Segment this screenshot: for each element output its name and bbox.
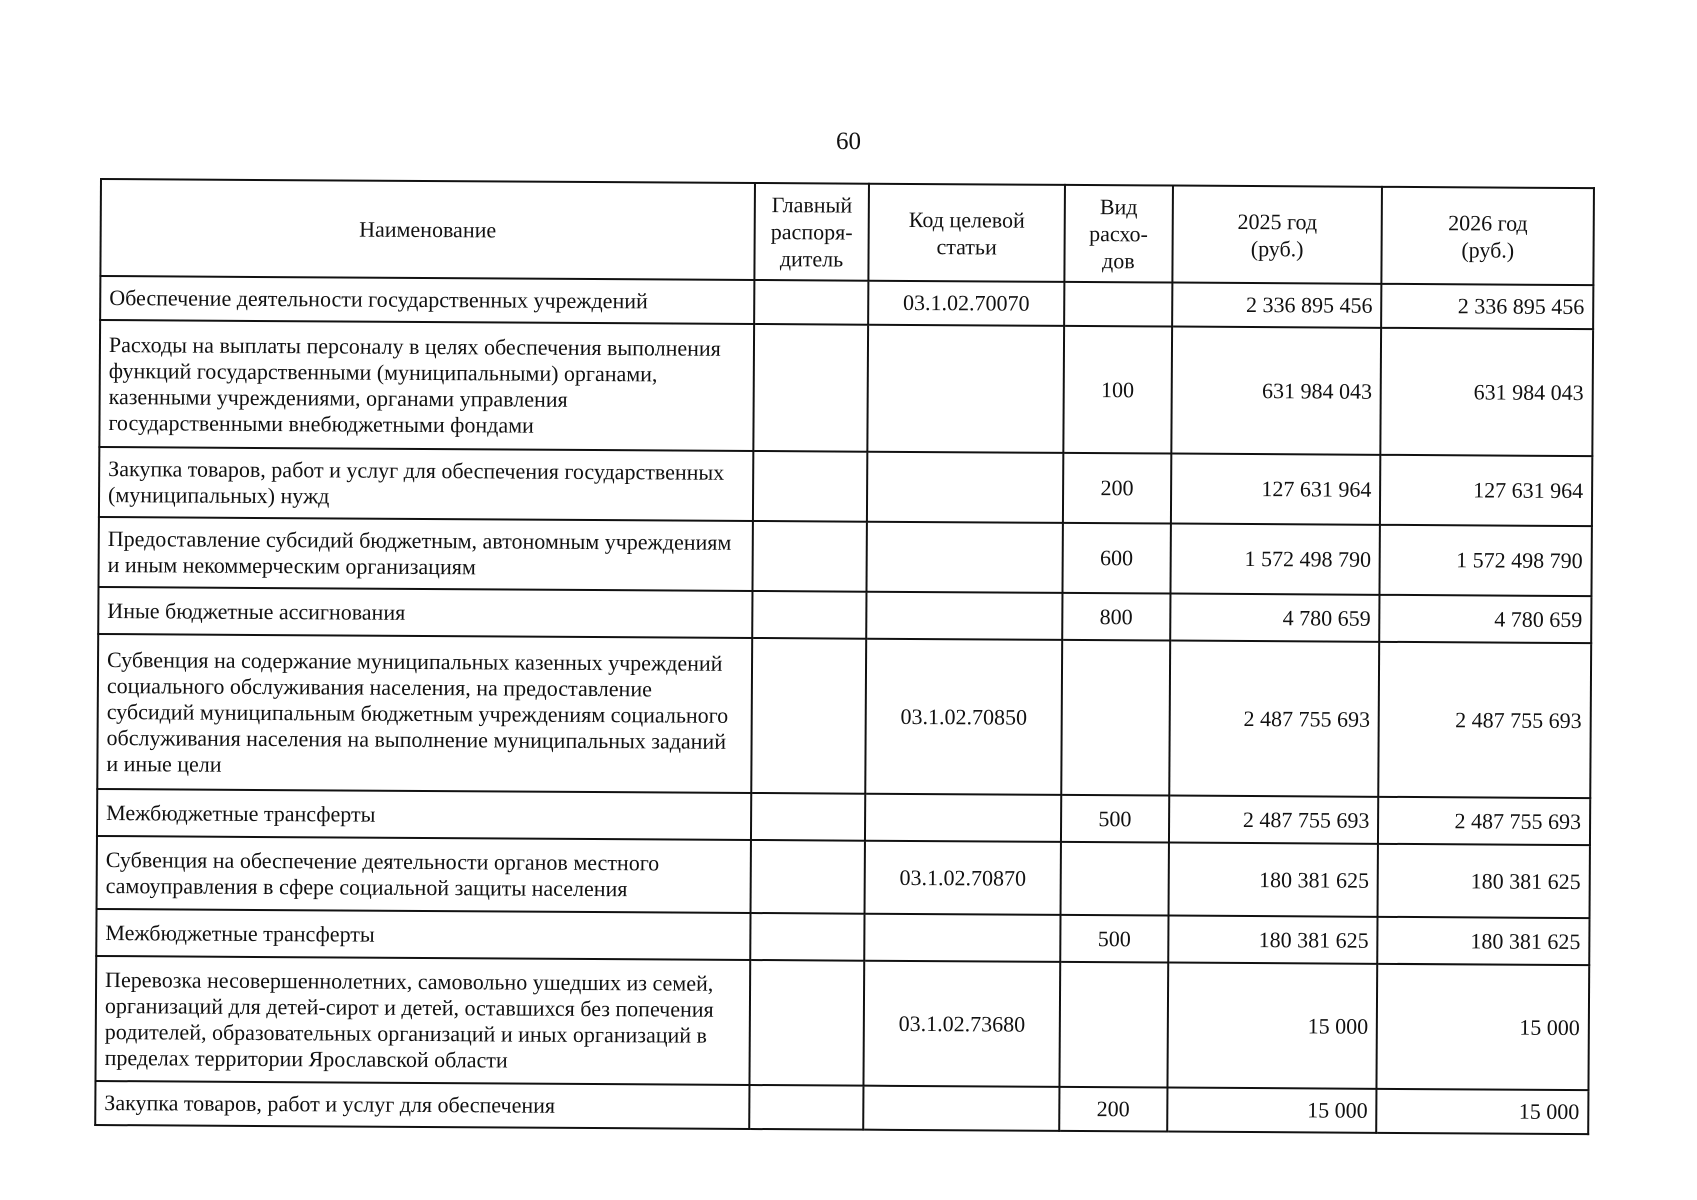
- row-value-2025: 2 487 755 693: [1169, 641, 1379, 797]
- header-code-line: статьи: [936, 233, 997, 259]
- row-manager: [750, 840, 865, 914]
- table-row: [97, 836, 1590, 918]
- row-value-2026: 15 000: [1377, 964, 1589, 1090]
- row-kind: 800: [1062, 593, 1170, 641]
- header-code-line: Код целевой: [908, 206, 1025, 233]
- table-header-row: [100, 179, 1594, 285]
- row-value-2026: 180 381 625: [1378, 844, 1590, 918]
- budget-table: [94, 178, 1595, 1135]
- table-row: [99, 447, 1592, 526]
- row-name: Обеспечение деятельности государственных учреждений: [100, 276, 754, 324]
- row-value-2025: 180 381 625: [1168, 916, 1378, 964]
- row-value-2026: 4 780 659: [1380, 595, 1592, 643]
- row-code: [868, 325, 1065, 453]
- row-value-2025: 15 000: [1167, 1088, 1377, 1133]
- row-kind: [1061, 640, 1170, 796]
- table-row: [95, 1081, 1588, 1134]
- row-manager: [753, 451, 868, 522]
- row-value-2026: 127 631 964: [1380, 455, 1592, 526]
- header-manager-line: Главный: [771, 192, 853, 218]
- row-kind: 100: [1063, 326, 1172, 454]
- header-2026-line: (руб.): [1461, 236, 1515, 263]
- row-value-2025: 1 572 498 790: [1170, 524, 1380, 595]
- row-manager: [751, 638, 866, 794]
- row-code: 03.1.02.73680: [864, 961, 1061, 1087]
- row-manager: [753, 324, 868, 452]
- row-code: 03.1.02.70070: [868, 281, 1064, 326]
- row-code: 03.1.02.70850: [865, 639, 1062, 795]
- page-number: 60: [836, 128, 861, 155]
- header-manager: [754, 183, 869, 281]
- header-2026-line: 2026 год: [1448, 209, 1528, 236]
- row-manager: [754, 280, 869, 325]
- row-value-2026: 1 572 498 790: [1380, 525, 1592, 596]
- header-name: Наименование: [100, 179, 754, 280]
- row-code: [867, 522, 1063, 593]
- table-row: [99, 517, 1592, 596]
- row-name: Закупка товаров, работ и услуг для обеспечения: [95, 1081, 749, 1129]
- row-name: Субвенция на обеспечение деятельности органов местного самоуправления в сфере социальной защиты населения: [97, 836, 751, 913]
- row-value-2026: 180 381 625: [1378, 917, 1590, 965]
- row-kind: 200: [1059, 1087, 1167, 1132]
- row-value-2025: 127 631 964: [1171, 454, 1381, 525]
- row-value-2026: 15 000: [1377, 1089, 1589, 1134]
- header-manager-line: распоря-: [770, 219, 853, 245]
- row-name: Межбюджетные трансферты: [96, 909, 750, 960]
- row-manager: [750, 913, 865, 961]
- header-2025-line: (руб.): [1250, 235, 1304, 261]
- row-code: [866, 592, 1062, 640]
- row-value-2025: 15 000: [1167, 963, 1377, 1089]
- row-manager: [749, 960, 864, 1086]
- row-kind: [1060, 842, 1168, 916]
- row-name: Межбюджетные трансферты: [97, 789, 751, 840]
- row-kind: [1059, 962, 1168, 1088]
- row-value-2026: 2 336 895 456: [1381, 284, 1593, 329]
- row-kind: 200: [1063, 453, 1171, 524]
- row-kind: [1064, 282, 1172, 327]
- row-code: [865, 794, 1061, 842]
- row-code: [867, 452, 1063, 523]
- header-code: [869, 184, 1065, 282]
- row-value-2025: 180 381 625: [1168, 843, 1378, 917]
- header-kind-line: расхо-: [1089, 221, 1149, 247]
- header-kind: [1064, 185, 1173, 283]
- header-kind-line: Вид: [1099, 194, 1138, 220]
- row-kind: 600: [1062, 523, 1170, 594]
- row-name: Субвенция на содержание муниципальных казенных учреждений социального обслуживания населения, на предоставление субсидий муниципальным бюджетным учреждениям социального обслуживания населения на выполнение муниципальных заданий и иные цели: [97, 634, 752, 793]
- row-code: [863, 1086, 1059, 1131]
- row-manager: [752, 591, 867, 639]
- header-2026: [1382, 187, 1594, 285]
- row-manager: [751, 793, 866, 841]
- row-value-2025: 4 780 659: [1170, 594, 1380, 642]
- row-code: [864, 914, 1060, 962]
- row-name: Предоставление субсидий бюджетным, автономным учреждениям и иным некоммерческим организациям: [99, 517, 753, 591]
- table-row: [99, 320, 1593, 456]
- table-row: [95, 956, 1589, 1090]
- header-kind-line: дов: [1102, 248, 1135, 274]
- row-value-2026: 2 487 755 693: [1379, 642, 1592, 798]
- row-value-2025: 631 984 043: [1171, 327, 1381, 455]
- row-kind: 500: [1061, 795, 1169, 843]
- header-2025: [1172, 186, 1382, 284]
- row-manager: [749, 1085, 864, 1130]
- table-row: [97, 634, 1591, 798]
- row-value-2026: 2 487 755 693: [1378, 797, 1590, 845]
- row-value-2025: 2 487 755 693: [1169, 796, 1379, 844]
- row-name: Иные бюджетные ассигнования: [98, 587, 752, 638]
- row-kind: 500: [1060, 915, 1168, 963]
- row-name: Перевозка несовершеннолетних, самовольно ушедших из семей, организаций для детей-сирот и детей, оставшихся без попечения родителей, образовательных организаций и иных организаций в пределах территории Ярославской области: [95, 956, 750, 1085]
- header-manager-line: дитель: [779, 246, 844, 272]
- row-value-2026: 631 984 043: [1381, 328, 1593, 456]
- row-name: Расходы на выплаты персоналу в целях обеспечения выполнения функций государственными (муниципальными) органами, казенными учреждениями, органами управления государственными внебюджетными фондами: [99, 320, 754, 451]
- row-manager: [752, 521, 867, 592]
- header-2025-line: 2025 год: [1237, 208, 1318, 234]
- row-name: Закупка товаров, работ и услуг для обеспечения государственных (муниципальных) нужд: [99, 447, 753, 521]
- row-code: 03.1.02.70870: [865, 841, 1061, 915]
- row-value-2025: 2 336 895 456: [1172, 283, 1382, 328]
